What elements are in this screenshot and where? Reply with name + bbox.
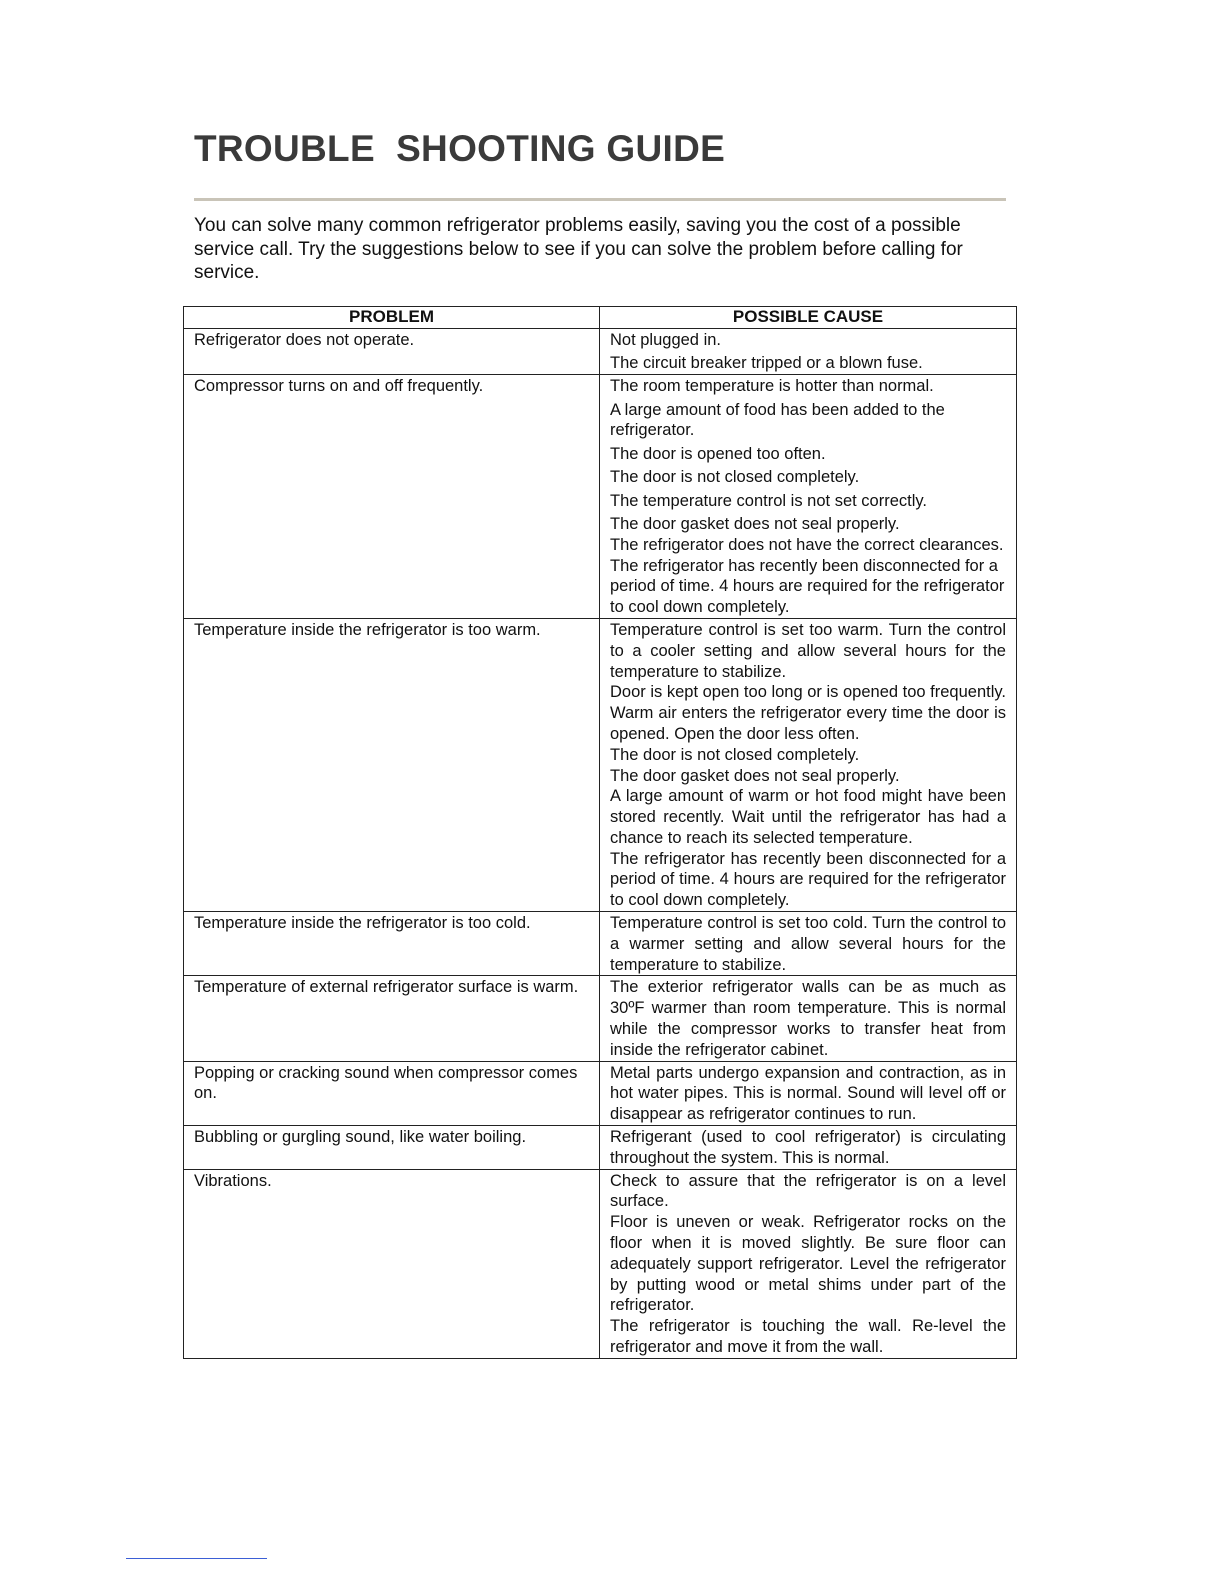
cause-cell — [600, 1169, 1017, 1358]
problem-cell: Compressor turns on and off frequently. — [184, 375, 600, 619]
table-row — [184, 1126, 1017, 1170]
cause-item: The room temperature is hotter than normal. — [610, 377, 934, 396]
problem-cell: Temperature inside the refrigerator is too warm. — [184, 618, 600, 911]
cause-item: The door is not closed completely. — [610, 745, 860, 764]
cause-item: The refrigerator has recently been disconnected for a period of time. 4 hours are required for the refrigerator to cool down completely. — [610, 849, 1006, 910]
table-row — [184, 618, 1017, 911]
header-problem: PROBLEM — [184, 307, 600, 329]
cause-item: Refrigerant (used to cool refrigerator) is circulating throughout the system. This is normal. — [610, 1128, 1006, 1167]
cause-item: Temperature control is set too warm. Turn the control to a cooler setting and allow several hours for the temperature to stabilize. — [610, 620, 1006, 681]
table-row — [184, 1169, 1017, 1358]
cause-item: The door is opened too often. — [610, 444, 826, 463]
cause-item: The temperature control is not set correctly. — [610, 491, 927, 510]
cause-cell — [600, 375, 1017, 619]
problem-cell: Temperature inside the refrigerator is too cold. — [184, 912, 600, 976]
intro-paragraph: You can solve many common refrigerator problems easily, saving you the cost of a possible service call. Try the suggestions below to see if you can solve the problem before calling for service. — [194, 215, 963, 283]
problem-cell: Vibrations. — [184, 1169, 600, 1358]
cause-item: Not plugged in. — [610, 331, 721, 349]
cause-item: The refrigerator does not have the correct clearances. — [610, 535, 1004, 554]
cause-cell — [600, 912, 1017, 976]
cause-item: A large amount of warm or hot food might have been stored recently. Wait until the refrigerator has had a chance to reach its selected temperature. — [610, 787, 1006, 847]
footnote-separator — [126, 1558, 267, 1559]
problem-cell: Temperature of external refrigerator surface is warm. — [184, 976, 600, 1061]
table-row — [184, 1061, 1017, 1125]
cause-cell — [600, 1061, 1017, 1125]
table-row — [184, 912, 1017, 976]
cause-cell — [600, 329, 1017, 375]
cause-item: The door is not closed completely. — [610, 468, 860, 487]
cause-item: The exterior refrigerator walls can be as much as 30ºF warmer than room temperature. This is normal while the compressor works to transfer heat from inside the refrigerator cabinet. — [610, 978, 1006, 1059]
cause-item: The door gasket does not seal properly. — [610, 766, 900, 785]
cause-item: Metal parts undergo expansion and contraction, as in hot water pipes. This is normal. Sound will level off or disappear as refrigerator continues to run. — [610, 1063, 1006, 1124]
cause-item: Floor is uneven or weak. Refrigerator rocks on the floor when it is moved slightly. Be sure floor can adequately support refrigerator. Level the refrigerator by putting wood or metal shims under part of the refrigerator. — [610, 1213, 1006, 1315]
header-possible-cause: POSSIBLE CAUSE — [600, 307, 1017, 329]
cause-item: Temperature control is set too cold. Turn the control to a warmer setting and allow several hours for the temperature to stabilize. — [610, 914, 1006, 974]
cause-item: The refrigerator is touching the wall. Re-level the refrigerator and move it from the wall. — [610, 1317, 1006, 1357]
cause-item: The refrigerator has recently been disconnected for a period of time. 4 hours are required for the refrigerator to cool down completely. — [610, 556, 1005, 617]
cause-item: Check to assure that the refrigerator is on a level surface. — [610, 1171, 1006, 1211]
troubleshooting-table — [183, 306, 1017, 1359]
cause-cell — [600, 618, 1017, 911]
problem-cell: Bubbling or gurgling sound, like water boiling. — [184, 1126, 600, 1170]
cause-item: The circuit breaker tripped or a blown fuse. — [610, 354, 923, 373]
problem-cell: Refrigerator does not operate. — [184, 329, 600, 375]
table-row — [184, 976, 1017, 1061]
cause-item: Door is kept open too long or is opened too frequently. Warm air enters the refrigerator every time the door is opened. Open the door less often. — [610, 683, 1006, 743]
cause-item: The door gasket does not seal properly. — [610, 514, 900, 533]
cause-item: A large amount of food has been added to the refrigerator. — [610, 400, 945, 440]
table-row — [184, 375, 1017, 619]
page-title: TROUBLE SHOOTING GUIDE — [194, 128, 726, 169]
table-row — [184, 329, 1017, 375]
problem-cell: Popping or cracking sound when compressor comes on. — [184, 1061, 600, 1125]
cause-cell — [600, 1126, 1017, 1170]
cause-cell — [600, 976, 1017, 1061]
title-divider — [194, 198, 1006, 201]
table-header-row — [184, 307, 1017, 329]
